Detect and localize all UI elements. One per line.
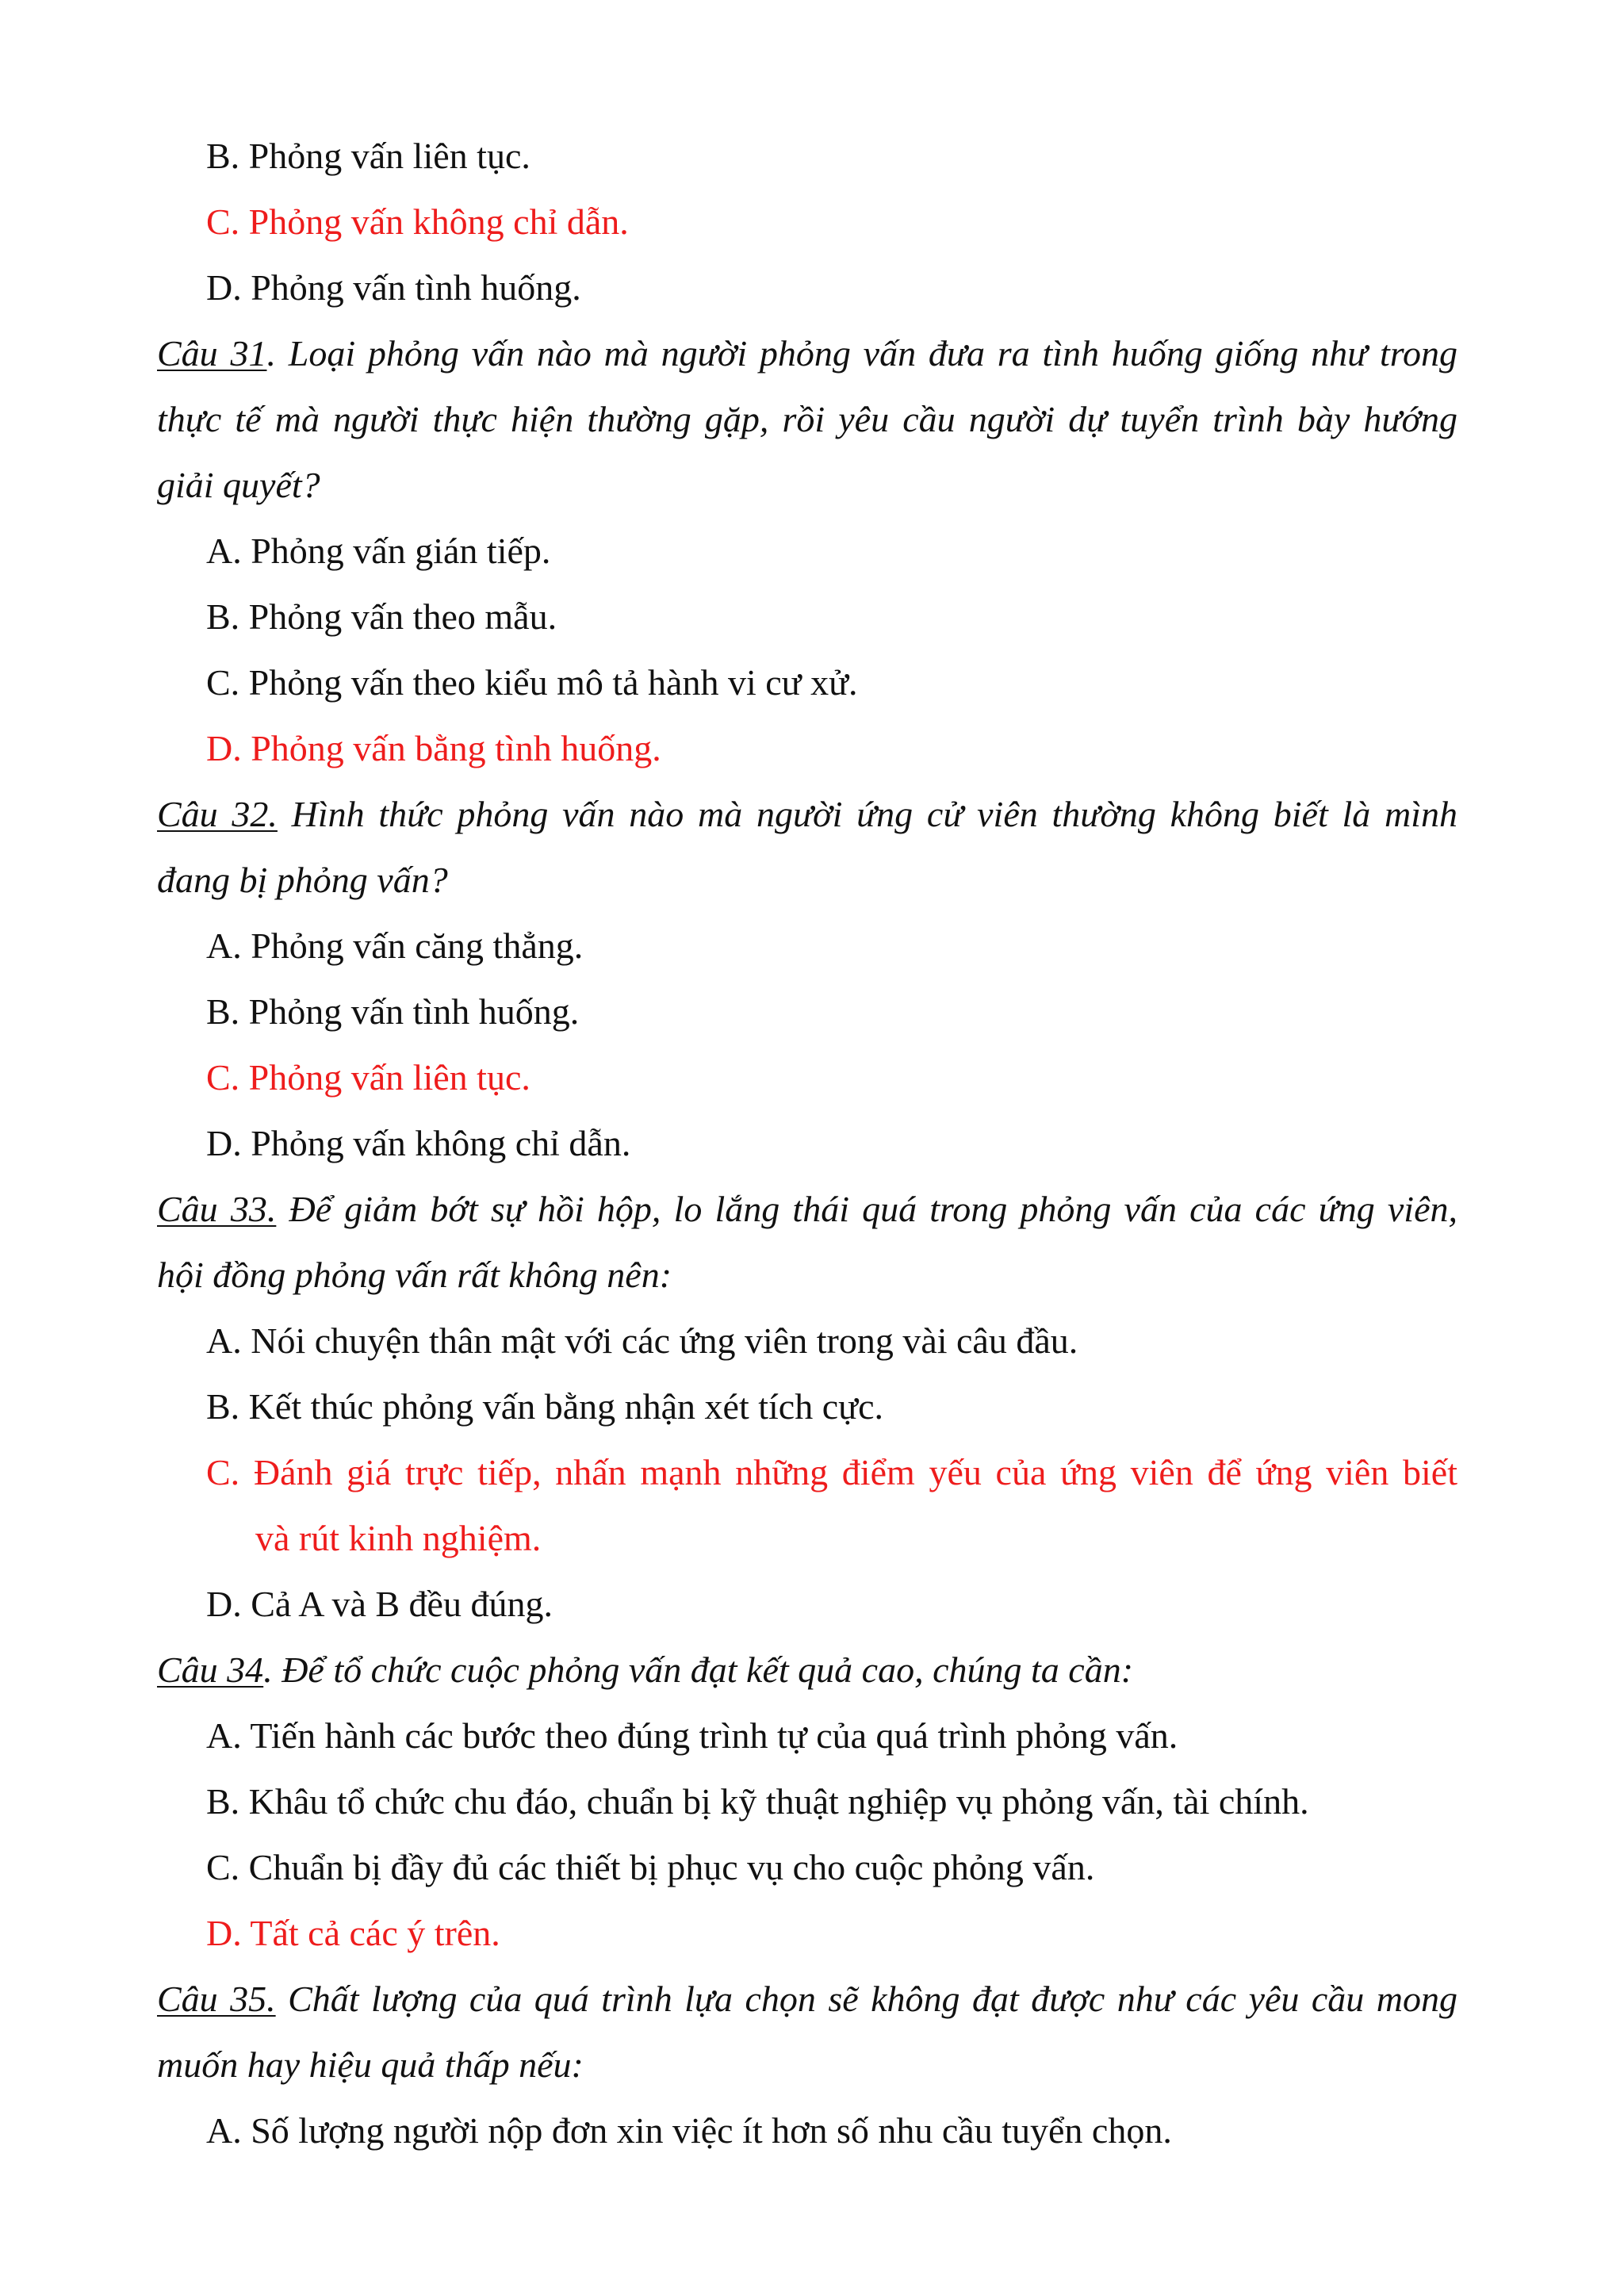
question-text: . Để tổ chức cuộc phỏng vấn đạt kết quả cao, chúng ta cần: — [263, 1649, 1134, 1690]
question-35 — [157, 1975, 1457, 2023]
option-c: C. Phỏng vấn theo kiểu mô tả hành vi cư xử. — [206, 662, 858, 703]
question-text: Chất lượng của quá trình lựa chọn sẽ không đạt được như các yêu cầu mong — [275, 1979, 1457, 2019]
question-33-line-2: hội đồng phỏng vấn rất không nên: — [157, 1255, 672, 1295]
question-33 — [157, 1186, 1457, 1233]
option-a: A. Phỏng vấn gián tiếp. — [206, 531, 551, 571]
option-b: B. Khâu tổ chức chu đáo, chuẩn bị kỹ thuật nghiệp vụ phỏng vấn, tài chính. — [206, 1781, 1309, 1822]
question-34 — [157, 1646, 1133, 1694]
option-d: D. Cả A và B đều đúng. — [206, 1584, 553, 1624]
option-c-correct: C. Đánh giá trực tiếp, nhấn mạnh những điểm yếu của ứng viên để ứng viên biết — [206, 1452, 1457, 1492]
question-text: Để giảm bớt sự hồi hộp, lo lắng thái quá trong phỏng vấn của các ứng viên, — [276, 1189, 1457, 1229]
option-c: C. Chuẩn bị đầy đủ các thiết bị phục vụ cho cuộc phỏng vấn. — [206, 1847, 1095, 1887]
option-c-continuation: và rút kinh nghiệm. — [255, 1518, 542, 1558]
question-text: . Loại phỏng vấn nào mà người phỏng vấn đưa ra tình huống giống như trong — [266, 333, 1457, 374]
option-d: D. Phỏng vấn tình huống. — [206, 267, 581, 308]
option-a: A. Tiến hành các bước theo đúng trình tự của quá trình phỏng vấn. — [206, 1715, 1178, 1756]
question-text: Hình thức phỏng vấn nào mà người ứng cử viên thường không biết là mình — [277, 794, 1457, 834]
option-b: B. Phỏng vấn tình huống. — [206, 991, 580, 1032]
question-label: Câu 33. — [157, 1189, 277, 1229]
question-label: Câu 34 — [157, 1649, 264, 1690]
option-d-correct: D. Phỏng vấn bằng tình huống. — [206, 728, 661, 768]
option-b: B. Phỏng vấn liên tục. — [206, 136, 530, 176]
option-d: D. Phỏng vấn không chỉ dẫn. — [206, 1123, 631, 1163]
question-31-line-2: thực tế mà người thực hiện thường gặp, rồi yêu cầu người dự tuyển trình bày hướng — [157, 399, 1457, 439]
option-c-correct: C. Phỏng vấn không chỉ dẫn. — [206, 201, 629, 242]
question-label: Câu 31 — [157, 333, 267, 374]
option-a: A. Phỏng vấn căng thẳng. — [206, 925, 584, 966]
question-label: Câu 32. — [157, 794, 278, 834]
question-31-line-3: giải quyết? — [157, 465, 320, 505]
option-b: B. Kết thúc phỏng vấn bằng nhận xét tích cực. — [206, 1386, 883, 1427]
option-c-correct: C. Phỏng vấn liên tục. — [206, 1057, 530, 1098]
question-label: Câu 35. — [157, 1979, 276, 2019]
option-a: A. Nói chuyện thân mật với các ứng viên trong vài câu đầu. — [206, 1320, 1078, 1361]
option-b: B. Phỏng vấn theo mẫu. — [206, 596, 557, 637]
option-a: A. Số lượng người nộp đơn xin việc ít hơn số nhu cầu tuyển chọn. — [206, 2110, 1172, 2151]
question-31 — [157, 330, 1457, 377]
question-32-line-2: đang bị phỏng vấn? — [157, 860, 448, 900]
option-d-correct: D. Tất cả các ý trên. — [206, 1913, 500, 1953]
question-32 — [157, 791, 1457, 838]
question-35-line-2: muốn hay hiệu quả thấp nếu: — [157, 2044, 584, 2085]
